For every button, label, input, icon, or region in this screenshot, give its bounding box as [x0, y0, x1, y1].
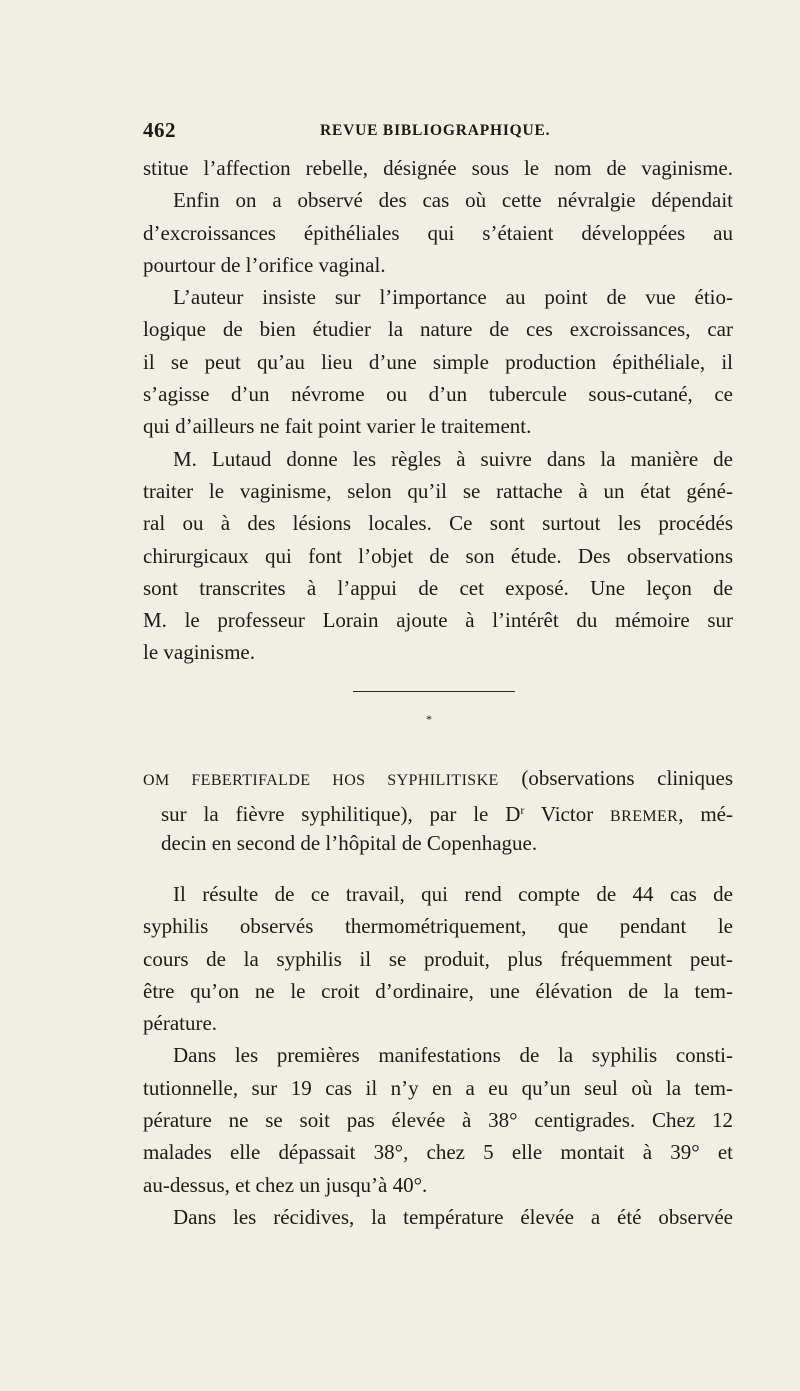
text-line: stitue l’affection rebelle, désignée sous le nom de vaginisme. — [143, 156, 733, 180]
running-head: REVUE BIBLIOGRAPHIQUE. — [320, 122, 551, 139]
entry-line — [143, 762, 733, 794]
text-line: au-dessus, et chez un jusqu’à 40°. — [143, 1172, 428, 1197]
text-line: M. le professeur Lorain ajoute à l’intérêt du mémoire sur — [143, 608, 733, 633]
text-line: d’excroissances épithéliales qui s’étaient développées au — [143, 220, 733, 245]
bibliographic-entry — [143, 762, 733, 859]
text-line: ral ou à des lésions locales. Ce sont surtout les procédés — [143, 511, 733, 536]
text-line: tutionnelle, sur 19 cas il n’y en a eu qu’un seul où la tem- — [143, 1075, 733, 1100]
body-text — [143, 152, 733, 669]
text-line: pérature. — [143, 1011, 218, 1036]
text-line: traiter le vaginisme, selon qu’il se rattache à un état géné- — [143, 478, 733, 503]
body-text-2 — [143, 878, 733, 1233]
divider-mark: * — [426, 712, 432, 726]
text-line: Il résulte de ce travail, qui rend compte de 44 cas de — [173, 882, 733, 906]
entry-line: decin en second de l’hôpital de Copenhague. — [161, 830, 538, 855]
text-line: malades elle dépassait 38°, chez 5 elle montait à 39° et — [143, 1140, 733, 1165]
text-line: Enfin on a observé des cas où cette névralgie dépendait — [173, 188, 733, 213]
entry-title: OM FEBERTIFALDE HOS SYPHILITISKE — [143, 772, 499, 789]
text-line: s’agisse d’un névrome ou d’un tubercule sous-cutané, ce — [143, 382, 733, 407]
text-line: logique de bien étudier la nature de ces excroissances, car — [143, 317, 733, 342]
text-line: syphilis observés thermométriquement, que pendant le — [143, 914, 733, 939]
entry-subtitle: (observations cliniques — [521, 766, 733, 790]
text-line: Dans les récidives, la température élevée a été observée — [173, 1204, 733, 1229]
entry-line: sur la fièvre syphilitique), par le $D^r$ Victor BREMER, mé- — [161, 802, 733, 827]
text-line: L’auteur insiste sur l’importance au point de vue étio- — [173, 285, 733, 310]
entry-author: BREMER — [610, 808, 679, 826]
text-line: sont transcrites à l’appui de cet exposé. Une leçon de — [143, 575, 733, 600]
text-line: pérature ne se soit pas élevée à 38° centigrades. Chez 12 — [143, 1108, 733, 1133]
text-line: M. Lutaud donne les règles à suivre dans la manière de — [173, 446, 733, 471]
text-line: il se peut qu’au lieu d’une simple production épithéliale, il — [143, 349, 733, 374]
page-number: 462 — [143, 118, 176, 142]
text-line: cours de la syphilis il se produit, plus fréquemment peut- — [143, 946, 733, 971]
text-line: le vaginisme. — [143, 640, 255, 665]
text-line: Dans les premières manifestations de la syphilis consti- — [173, 1043, 733, 1068]
text-line: chirurgicaux qui font l’objet de son étude. Des observations — [143, 543, 733, 568]
page-header — [143, 118, 733, 148]
text-line: qui d’ailleurs ne fait point varier le traitement. — [143, 414, 532, 439]
text-line: pourtour de l’orifice vaginal. — [143, 252, 386, 277]
section-divider — [353, 691, 515, 692]
text-line: être qu’on ne le croit d’ordinaire, une élévation de la tem- — [143, 978, 733, 1003]
